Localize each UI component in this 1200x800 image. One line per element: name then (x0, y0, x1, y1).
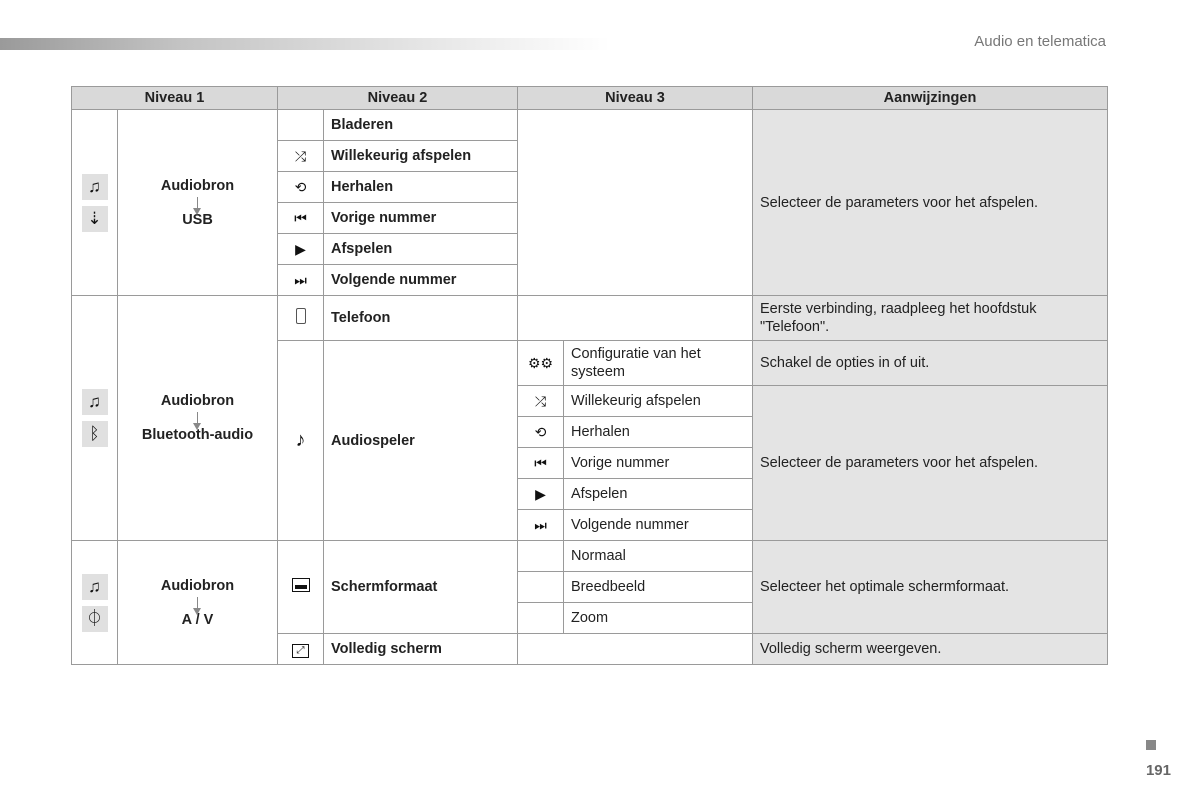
music-icon: ♫ (82, 574, 108, 600)
format-normaal: Normaal (564, 541, 753, 572)
usb-icon: ⇣ (82, 206, 108, 232)
format-zoom: Zoom (564, 603, 753, 634)
music-note-icon: ♪ (295, 428, 306, 451)
empty-level3-cell (518, 634, 753, 665)
menu-item-telefoon: Telefoon (324, 296, 518, 341)
source-label: Audiobron (160, 393, 235, 409)
format-breedbeeld: Breedbeeld (564, 572, 753, 603)
menu-item-volledig-scherm: Volledig scherm (324, 634, 518, 665)
header-aanwijzingen: Aanwijzingen (753, 87, 1108, 110)
empty-icon-cell (518, 541, 564, 572)
repeat-icon: ⟲ (294, 178, 307, 195)
header-niveau-3: Niveau 3 (518, 87, 753, 110)
source-type: Bluetooth-audio (141, 427, 254, 443)
menu-item-audiospeler: Audiospeler (324, 341, 518, 541)
audio-menu-table (71, 86, 1108, 665)
source-type: USB (182, 211, 213, 228)
table-row (72, 110, 1108, 141)
usb-note: Selecteer de parameters voor het afspelen. (753, 110, 1108, 296)
usb-source-icons (72, 110, 118, 296)
usb-source-name (118, 110, 278, 296)
menu-item-repeat: Herhalen (324, 172, 518, 203)
fullscreen-note: Volledig scherm weergeven. (753, 634, 1108, 665)
menu-item-schermformaat: Schermformaat (324, 541, 518, 634)
phone-icon (296, 308, 306, 324)
table-row (72, 296, 1108, 341)
menu-item-previous: Vorige nummer (324, 203, 518, 234)
empty-level3-cell (518, 110, 753, 296)
av-jack-icon: ⏀ (82, 606, 108, 632)
source-label: Audiobron (160, 177, 235, 194)
menu-item-previous: Vorige nummer (564, 448, 753, 479)
next-track-icon: ⏭ (534, 516, 547, 533)
arrow-down-icon (197, 597, 198, 609)
phone-note: Eerste verbinding, raadpleeg het hoofdstuk "Telefoon". (753, 296, 1108, 341)
fullscreen-icon: ⤢ (292, 644, 309, 658)
section-title: Audio en telematica (974, 33, 1106, 50)
source-type: A / V (181, 611, 214, 628)
av-source-icons (72, 541, 118, 665)
table-row (72, 541, 1108, 572)
config-note: Schakel de opties in of uit. (753, 341, 1108, 386)
menu-item-next: Volgende nummer (564, 510, 753, 541)
arrow-down-icon (197, 197, 198, 209)
menu-item-shuffle: Willekeurig afspelen (324, 141, 518, 172)
next-track-icon: ⏭ (294, 271, 307, 288)
menu-item-bladeren: Bladeren (324, 110, 518, 141)
header-niveau-1: Niveau 1 (72, 87, 278, 110)
play-icon: ▶ (295, 240, 306, 257)
empty-icon-cell (278, 110, 324, 141)
menu-item-play: Afspelen (324, 234, 518, 265)
bluetooth-source-icons (72, 296, 118, 541)
bluetooth-source-name (118, 296, 278, 541)
play-icon: ▶ (535, 485, 546, 502)
arrow-down-icon (197, 412, 198, 424)
page-number: 191 (1145, 762, 1171, 779)
menu-item-play: Afspelen (564, 479, 753, 510)
shuffle-icon: ⤮ (534, 392, 547, 409)
empty-icon-cell (518, 603, 564, 634)
formats-note: Selecteer het optimale schermformaat. (753, 541, 1108, 634)
music-icon: ♫ (82, 389, 108, 415)
header-niveau-2: Niveau 2 (278, 87, 518, 110)
screen-format-icon (292, 578, 310, 592)
empty-icon-cell (518, 572, 564, 603)
music-icon: ♫ (82, 174, 108, 200)
bluetooth-note: Selecteer de parameters voor het afspelen. (753, 386, 1108, 541)
menu-item-repeat: Herhalen (564, 417, 753, 448)
table-header-row (72, 87, 1108, 110)
settings-icon: ⚙⚙ (527, 354, 554, 371)
empty-level3-cell (518, 296, 753, 341)
corner-mark (1146, 740, 1156, 750)
previous-track-icon: ⏮ (534, 454, 547, 471)
menu-item-next: Volgende nummer (324, 265, 518, 296)
header-gradient-bar (0, 38, 610, 50)
bluetooth-icon: ᛒ (82, 421, 108, 447)
repeat-icon: ⟲ (534, 423, 547, 440)
source-label: Audiobron (160, 577, 235, 594)
av-source-name (118, 541, 278, 665)
menu-item-shuffle: Willekeurig afspelen (564, 386, 753, 417)
shuffle-icon: ⤮ (294, 147, 307, 164)
previous-track-icon: ⏮ (294, 209, 307, 226)
menu-item-configuratie: Configuratie van het systeem (564, 341, 753, 386)
